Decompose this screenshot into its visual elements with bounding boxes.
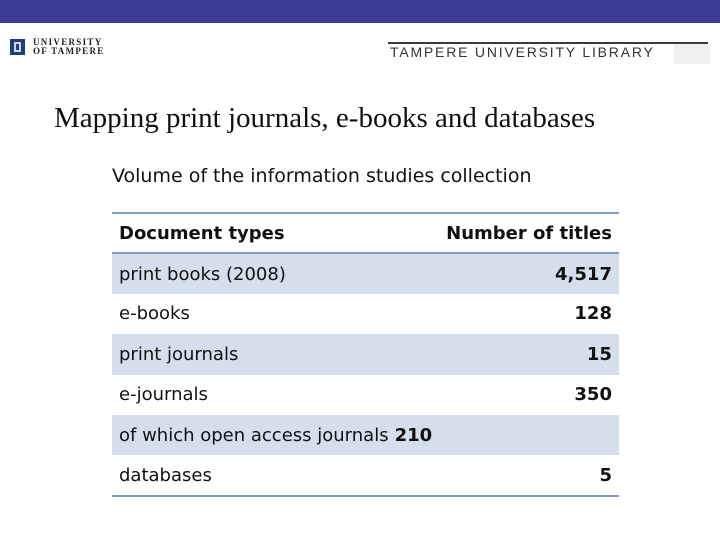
university-logo-line1: UNIVERSITY [33,37,103,47]
university-logo-line2: OF TAMPERE [33,46,105,56]
row-inline-title-count: 210 [394,424,433,446]
slide-title: Mapping print journals, e-books and databases [54,102,596,134]
row-title-count: 128 [574,303,612,325]
table-header-row [112,213,619,253]
top-color-band [0,0,720,23]
slide-subtitle: Volume of the information studies collection [112,165,532,187]
row-title-count: 15 [586,343,612,365]
collection-table [112,212,619,497]
row-document-type: e-journals [119,384,208,406]
row-title-count: 5 [599,464,612,486]
row-document-type: print books (2008) [119,263,286,285]
row-document-type: databases [119,464,212,486]
table-row [112,294,619,334]
library-name-fade [674,44,710,64]
university-logo-text [33,38,105,56]
university-emblem-icon [10,39,25,55]
university-logo [10,38,105,56]
table-row [112,253,619,293]
row-title-count [439,415,619,455]
table-row [112,415,619,455]
column-header-number-of-titles: Number of titles [446,222,612,244]
column-header-document-types: Document types [119,222,285,244]
row-document-type: of which open access journals [119,424,389,446]
table-row [112,334,619,374]
row-document-type-with-inline-count [112,415,439,455]
row-title-count: 4,517 [555,263,612,285]
row-document-type: print journals [119,343,239,365]
row-document-type: e-books [119,303,190,325]
table-row [112,375,619,415]
row-title-count: 350 [574,384,612,406]
table-row [112,455,619,495]
library-name: TAMPERE UNIVERSITY LIBRARY [390,44,655,60]
